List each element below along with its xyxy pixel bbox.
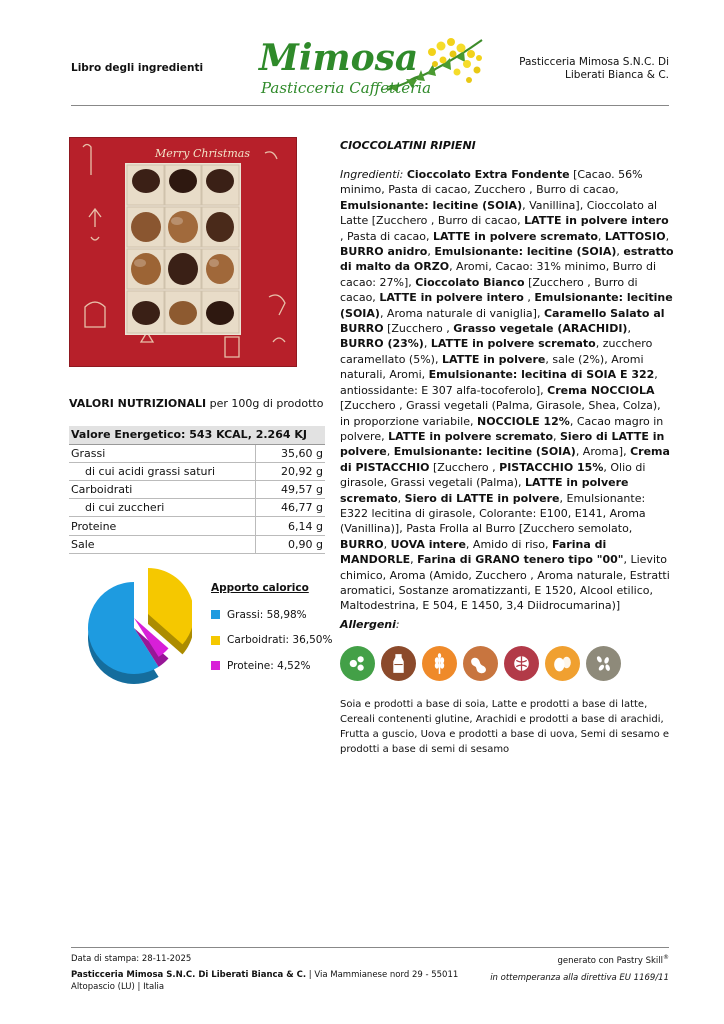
allergen-icons (340, 646, 627, 681)
ingredient-text: [Cacao. 56% minimo, Pasta di cacao, Zucchero , Burro di cacao, (340, 168, 643, 197)
footer-company-address: | Via Mammianese nord 29 - 55011 (306, 970, 459, 980)
document-title: Libro degli ingredienti (71, 62, 204, 74)
nutrition-row-sugars (69, 499, 325, 517)
legend-label: Grassi: 58,98% (227, 608, 307, 621)
ingredient-text: , Emulsionante: E322 lecitina di girasole, Colorante: E100, E141, Aroma (Vanillina)], Pasta Frolla al Burro [Zucchero semolato, (340, 491, 646, 536)
ingredient-allergen-text: Crema NOCCIOLA (547, 383, 655, 397)
nutrition-row-label: Carboidrati (69, 481, 255, 499)
nutrition-row-fat (69, 444, 325, 462)
ingredient-allergen-text: Farina di GRANO tenero tipo "00" (417, 553, 624, 567)
ingredient-text: [Zucchero , Grassi vegetali (Palma, Girasole, Shea, Colza), in proporzione variabile, (340, 399, 661, 428)
nutrition-title (69, 397, 323, 410)
ingredient-text: , (665, 229, 670, 243)
ingredient-allergen-text: LATTE in polvere scremato (433, 229, 598, 243)
legend-label: Proteine: 4,52% (227, 659, 311, 672)
page-footer (71, 947, 669, 992)
pie-legend (211, 582, 332, 685)
ingredients-label: Ingredienti: (340, 168, 404, 181)
ingredient-allergen-text: estratto di malto da ORZO (340, 245, 674, 274)
ingredient-text: , Aromi, Cacao: 31% minimo, Burro di cacao: 27%], (340, 260, 657, 289)
header-company-line1: Pasticceria Mimosa S.N.C. Di (519, 56, 669, 68)
allergens-title-suffix: : (395, 618, 400, 631)
logo-subtitle: Pasticceria Caffetteria (261, 79, 432, 97)
footer-company-name: Pasticceria Mimosa S.N.C. Di Liberati Bianca & C. (71, 970, 307, 980)
ingredients-text (340, 167, 674, 614)
egg-icon (545, 646, 580, 681)
footer-company (71, 969, 471, 993)
generated-by (558, 954, 670, 966)
nutrition-row-label: Proteine (69, 517, 255, 535)
ingredient-text: , (383, 537, 391, 551)
header-company-line2: Liberati Bianca & C. (565, 69, 669, 81)
ingredient-text: , (553, 429, 560, 443)
soy-icon (340, 646, 375, 681)
ingredient-allergen-text: Crema di PISTACCHIO (340, 445, 670, 474)
ingredient-text: , (427, 245, 435, 259)
ingredient-allergen-text: LATTE in polvere intero (379, 291, 524, 305)
ingredient-allergen-text: LATTE in polvere scremato (430, 337, 596, 351)
ingredient-text: , sale (2%), Aromi naturali, Aromi, (340, 352, 644, 382)
ingredient-allergen-text: Siero di LATTE in polvere (340, 429, 665, 459)
legend-item-protein (211, 659, 332, 672)
nuts-icon (504, 646, 539, 681)
legend-item-carbs (211, 634, 332, 647)
nutrition-title-rest: per 100g di prodotto (206, 397, 324, 410)
calorie-pie-chart (88, 568, 192, 686)
nutrition-row-value: 20,92 g (255, 462, 325, 480)
page-header (71, 30, 669, 106)
registered-mark: ® (663, 954, 669, 961)
photo-box-text: Merry Christmas (155, 147, 250, 160)
legend-swatch (211, 661, 220, 670)
allergens-title (340, 618, 400, 631)
ingredient-allergen-text: Caramello Salato al BURRO (340, 306, 665, 336)
ingredient-allergen-text: Emulsionante: lecitine (SOIA) (340, 291, 673, 320)
ingredient-text: , antiossidante: E 307 alfa-tocoferolo], (340, 368, 658, 397)
ingredient-text: , Olio di girasole, Grassi vegetali (Palma), (340, 460, 646, 490)
footer-company-city: Altopascio (LU) | Italia (71, 982, 165, 992)
nutrition-energy-row (69, 426, 325, 444)
ingredient-allergen-text: Cioccolato Bianco (415, 275, 525, 289)
sesame-icon (586, 646, 621, 681)
ingredient-text: , Aroma], (575, 445, 631, 459)
nutrition-row-label: Sale (69, 535, 255, 553)
legend-label: Carboidrati: 36,50% (227, 634, 333, 646)
pie-legend-title: Apporto calorico (211, 582, 309, 594)
ingredient-text: [Zucchero , Burro di cacao, (340, 275, 638, 305)
header-company (519, 56, 669, 82)
nutrition-table (69, 426, 325, 554)
ingredient-allergen-text: BURRO (340, 537, 384, 551)
legend-item-fat (211, 608, 332, 621)
ingredient-allergen-text: Emulsionante: lecitine (SOIA) (434, 245, 617, 259)
ingredient-allergen-text: Farina di MANDORLE (340, 537, 607, 567)
ingredient-allergen-text: Siero di LATTE in polvere (404, 491, 560, 505)
nutrition-row-protein (69, 517, 325, 535)
nutrition-row-label: Grassi (69, 444, 255, 462)
nutrition-energy: Valore Energetico: 543 KCAL, 2.264 KJ (69, 426, 325, 444)
nutrition-row-value: 6,14 g (255, 517, 325, 535)
ingredient-text: , (386, 445, 394, 459)
ingredient-allergen-text: LATTE in polvere scremato (340, 476, 629, 505)
ingredient-text: , zucchero caramellato (5%), (340, 337, 653, 366)
gluten-icon (422, 646, 457, 681)
nutrition-row-label: di cui acidi grassi saturi (69, 462, 255, 480)
ingredient-allergen-text: LATTOSIO (604, 229, 666, 243)
ingredient-text: , Aroma naturale di vaniglia], (379, 306, 544, 320)
ingredient-text: , (627, 322, 631, 336)
ingredient-text: , (523, 291, 535, 305)
nutrition-row-value: 0,90 g (255, 535, 325, 553)
ingredient-allergen-text: LATTE in polvere (441, 352, 546, 366)
ingredient-text: [Zucchero , (429, 460, 500, 474)
ingredient-allergen-text: PISTACCHIO 15% (499, 460, 604, 474)
legend-swatch (211, 636, 220, 645)
ingredient-text: , (410, 553, 418, 567)
ingredient-text: , Lievito chimico, Aroma (Amido, Zucchero , Aroma naturale, Estratti aromatici, Sostanze aromatizzanti, E 1520, Alcool etilico, Maltodestrina, E 504, E 1450, 3,4 Diidrocumarina)] (340, 553, 670, 613)
ingredient-allergen-text: LATTE in polvere scremato (388, 429, 553, 443)
nutrition-row-value: 46,77 g (255, 499, 325, 517)
ingredient-allergen-text: Grasso vegetale (ARACHIDI) (453, 322, 628, 336)
ingredient-allergen-text: LATTE in polvere intero (524, 214, 669, 228)
regulation-note: in ottemperanza alla direttiva EU 1169/11 (490, 973, 669, 983)
nutrition-row-salt (69, 535, 325, 553)
ingredient-allergen-text: Emulsionante: lecitine (SOIA) (340, 198, 523, 212)
nutrition-title-bold: VALORI NUTRIZIONALI (69, 397, 207, 410)
allergens-title-text: Allergeni (340, 618, 396, 631)
legend-swatch (211, 610, 220, 619)
nutrition-row-label: di cui zuccheri (69, 499, 255, 517)
ingredient-text: , (423, 337, 431, 351)
mimosa-logo (257, 30, 489, 100)
logo-title: Mimosa (259, 37, 419, 79)
ingredient-allergen-text: Emulsionante: lecitine (SOIA) (393, 445, 576, 459)
ingredient-allergen-text: BURRO (23%) (340, 337, 424, 351)
ingredient-allergen-text: BURRO anidro (340, 245, 428, 259)
ingredient-text: , Amido di riso, (465, 537, 552, 551)
nutrition-row-value: 35,60 g (255, 444, 325, 462)
product-photo (69, 137, 297, 367)
allergens-text: Soia e prodotti a base di soia, Latte e prodotti a base di latte, Cereali contenenti glutine, Arachidi e prodotti a base di arachidi, Frutta a guscio, Uova e prodotti a base di uova, Semi di sesamo e prodotti a base di semi di sesamo (340, 699, 670, 755)
ingredient-text: , (597, 229, 605, 243)
product-title: CIOCCOLATINI RIPIENI (340, 139, 476, 152)
nutrition-row-carbs (69, 481, 325, 499)
nutrition-row-saturated (69, 462, 325, 480)
ingredient-text: , Vanillina], Cioccolato al Latte [Zucchero , Burro di cacao, (340, 198, 658, 228)
ingredient-allergen-text: UOVA intere (390, 537, 466, 551)
nutrition-row-value: 49,57 g (255, 481, 325, 499)
generated-by-text: generato con Pastry Skill (557, 955, 663, 966)
ingredient-text: , (616, 245, 624, 259)
peanut-icon (463, 646, 498, 681)
ingredient-text: , Pasta di cacao, (340, 229, 433, 243)
pie-slice-carbs (148, 568, 192, 644)
ingredient-allergen-text: NOCCIOLE 12% (476, 414, 570, 428)
print-date: Data di stampa: 28-11-2025 (71, 954, 192, 964)
ingredient-text: , Cacao magro in polvere, (340, 414, 664, 443)
ingredient-text: , (397, 491, 405, 505)
ingredient-text: [Zucchero , (383, 322, 454, 336)
ingredient-allergen-text: Emulsionante: lecitina di SOIA E 322 (428, 368, 655, 382)
ingredient-allergen-text: Cioccolato Extra Fondente (406, 168, 570, 181)
milk-icon (381, 646, 416, 681)
